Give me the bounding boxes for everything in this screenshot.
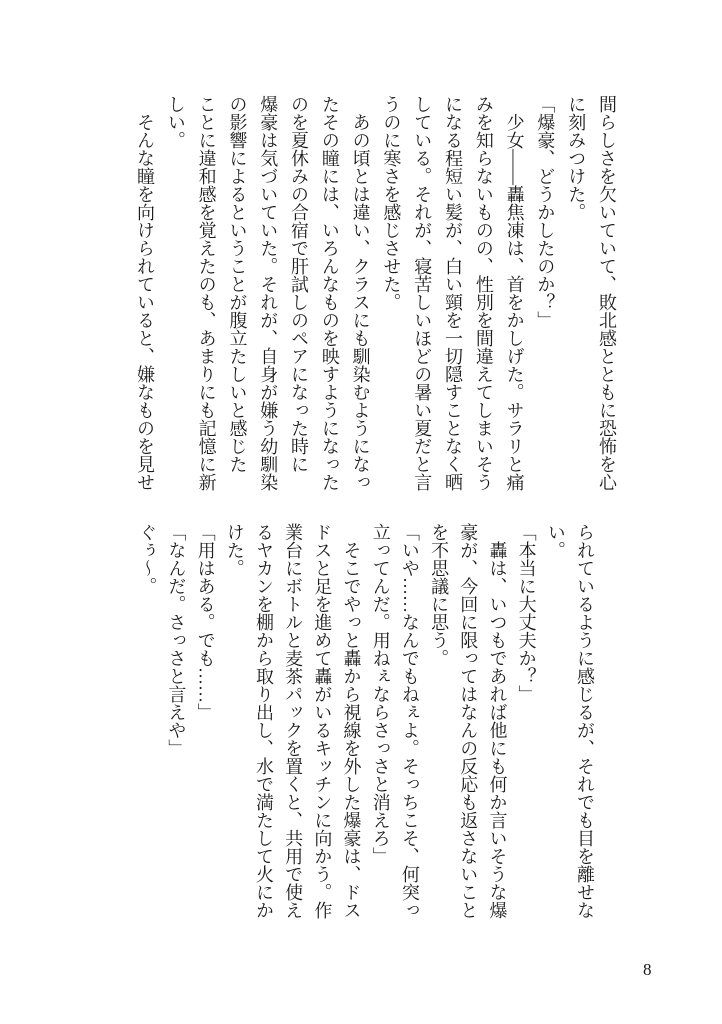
text-line: みを知らないものの、性別を間違えてしまいそう bbox=[473, 95, 494, 491]
text-line: けた。 bbox=[224, 523, 245, 577]
text-line: あの頃とは違い、クラスにも馴染むようになっ bbox=[350, 95, 371, 491]
text-line: ぐぅ〜。 bbox=[137, 523, 158, 595]
text-line: 間らしさを欠いていて、敗北感とともに恐怖を心 bbox=[597, 95, 617, 491]
text-line: 業台にボトルと麦茶パックを置くと、共用で使え bbox=[283, 523, 304, 919]
page-number: 8 bbox=[643, 960, 652, 979]
text-line: のを夏休みの合宿で肝試しのペアになった時に bbox=[289, 95, 310, 473]
text-line: 「なんだ。さっさと言えや」 bbox=[166, 523, 187, 757]
text-block-top bbox=[129, 95, 622, 505]
text-line: 「本当に大丈夫か？」 bbox=[516, 523, 537, 703]
text-line: い。 bbox=[545, 523, 566, 559]
text-line: たその瞳には、いろんなものを映すようになった bbox=[319, 95, 340, 491]
text-line: そんな瞳を向けられていると、嫌なものを見せ bbox=[135, 95, 156, 491]
text-line: しい。 bbox=[165, 95, 186, 149]
text-line: になる程短い髪が、白い頸を一切隠すことなく晒 bbox=[443, 95, 464, 491]
text-line: 「いや……なんでもねぇよ。そっちこそ、何突っ bbox=[399, 523, 420, 919]
text-line: に刻みつけた。 bbox=[566, 95, 587, 221]
text-line: 「爆豪、どうかしたのか？」 bbox=[535, 95, 556, 329]
text-line: そこでやっと轟から視線を外した爆豪は、ドス bbox=[341, 523, 362, 919]
text-line: うのに寒さを感じさせた。 bbox=[381, 95, 402, 311]
text-line: 轟は、いつもであれば他にも何か言いそうな爆 bbox=[487, 523, 508, 919]
text-line: ドスと足を進めて轟がいるキッチンに向かう。作 bbox=[312, 523, 333, 919]
text-line: 「用はある。でも……」 bbox=[195, 523, 216, 721]
text-line: られているように感じるが、それでも目を離せな bbox=[575, 523, 595, 919]
text-line: 少女――轟焦凍は、首をかしげた。サラリと痛 bbox=[504, 95, 525, 491]
text-line: を不思議に思う。 bbox=[429, 523, 450, 667]
text-line: るヤカンを棚から取り出し、水で満たして火にか bbox=[253, 523, 274, 919]
text-block-bottom bbox=[132, 523, 599, 933]
text-line: の影響によるということが腹立たしいと感じた bbox=[227, 95, 248, 473]
text-line: ことに違和感を覚えたのも、あまりにも記憶に新 bbox=[196, 95, 217, 491]
text-line: 爆豪は気づいていた。それが、自身が嫌う幼馴染 bbox=[258, 95, 279, 491]
text-line: している。それが、寝苦しいほどの暑い夏だと言 bbox=[412, 95, 433, 491]
text-line: 豪が、今回に限ってはなんの反応も返さないこと bbox=[458, 523, 479, 919]
text-line: 立ってんだ。用ねぇならさっさと消えろ」 bbox=[370, 523, 391, 865]
